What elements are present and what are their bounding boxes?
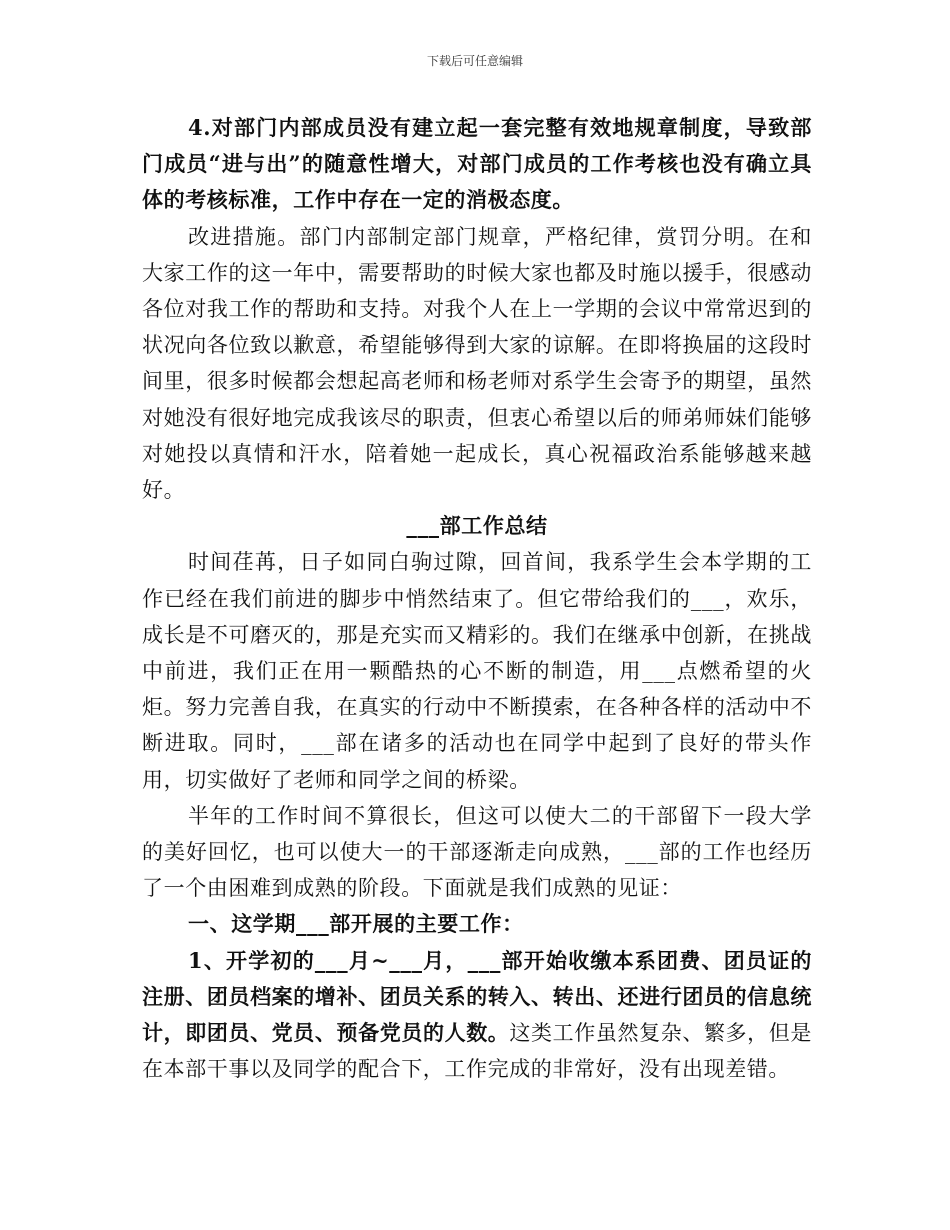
section-title: ___部工作总结	[406, 513, 548, 539]
paragraph-half-year: 半年的工作时间不算很长，但这可以使大二的干部留下一段大学的美好回忆，也可以使大一的干部逐渐走向成熟，___部的工作也经历了一个由困难到成熟的阶段。下面就是我们成熟的见证：	[142, 803, 812, 901]
paragraph-problem-4: 4.对部门内部成员没有建立起一套完整有效地规章制度，导致部门成员“进与出”的随意性增大，对部门成员的工作考核也没有确立具体的考核标准，工作中存在一定的消极态度。	[142, 115, 812, 213]
page-header: 下载后可任意编辑	[426, 54, 523, 68]
item-1-normal-text: 这类工作虽然复杂、繁多，但是在本部干事以及同学的配合下，工作完成的非常好，没有出现差错。	[142, 1021, 812, 1082]
heading-main-work: 一、这学期___部开展的主要工作：	[188, 911, 524, 937]
item-1-bold-text: 1、开学初的___月~___月，___部开始收缴本系团费、团员证的注册、团员档案的增补、团员关系的转入、转出、还进行团员的信息统计，即团员、党员、预备党员的人数。	[142, 947, 812, 1046]
paragraph-intro: 时间荏苒，日子如同白驹过隙，回首间，我系学生会本学期的工作已经在我们前进的脚步中悄然结束了。但它带给我们的___，欢乐，成长是不可磨灭的，那是充实而又精彩的。我们在继承中创新，在挑战中前进，我们正在用一颗酷热的心不断的制造，用___点燃希望的火炬。努力完善自我，在真实的行动中不断摸索，在各种各样的活动中不断进取。同时，___部在诸多的活动也在同学中起到了良好的带头作用，切实做好了老师和同学之间的桥梁。	[142, 550, 812, 792]
paragraph-improvement: 改进措施。部门内部制定部门规章，严格纪律，赏罚分明。在和大家工作的这一年中，需要帮助的时候大家也都及时施以援手，很感动各位对我工作的帮助和支持。对我个人在上一学期的会议中常常迟到的状况向各位致以歉意，希望能够得到大家的谅解。在即将换届的这段时间里，很多时候都会想起高老师和杨老师对系学生会寄予的期望，虽然对她没有很好地完成我该尽的职责，但衷心希望以后的师弟师妹们能够对她投以真情和汗水，陪着她一起成长，真心祝福政治系能够越来越好。	[142, 224, 812, 503]
paragraph-item-1	[142, 943, 812, 1088]
document-body	[142, 110, 812, 1087]
